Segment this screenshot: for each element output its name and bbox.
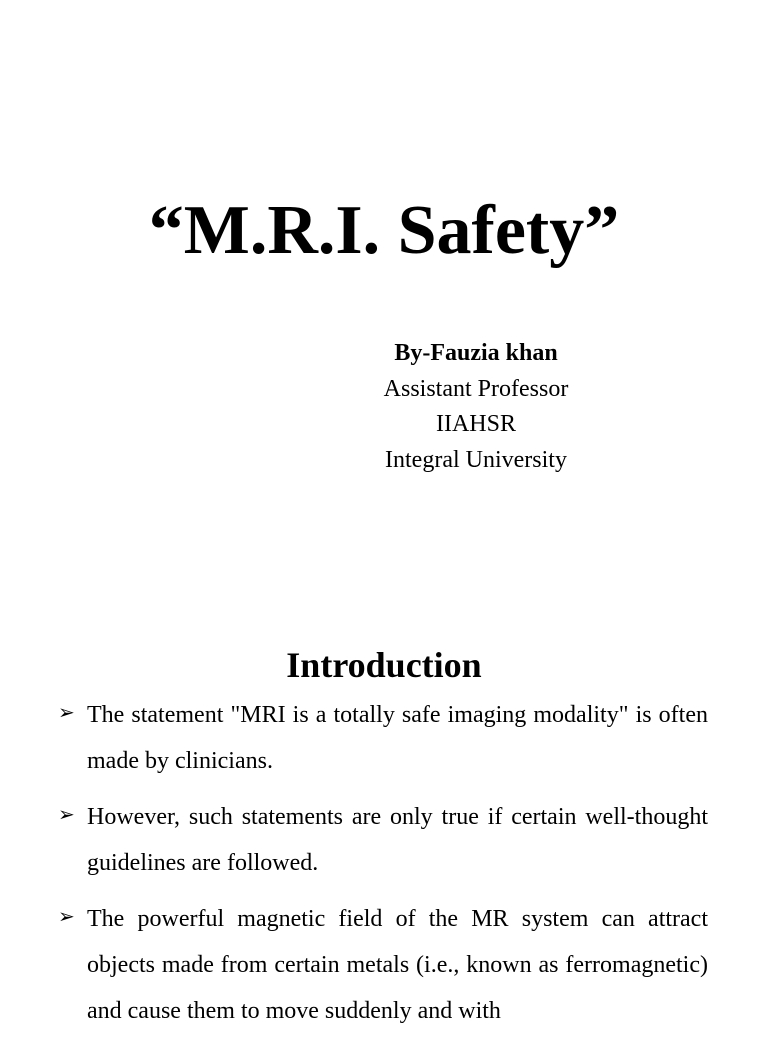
bullet-text: However, such statements are only true if certain well-thought guidelines are followed.: [87, 804, 708, 876]
bullet-text: The statement "MRI is a totally safe imaging modality" is often made by clinicians.: [87, 702, 708, 774]
author-name: By-Fauzia khan: [394, 340, 558, 366]
arrow-bullet-icon: ➢: [58, 904, 75, 928]
list-item: [0, 896, 768, 1034]
list-item: [0, 794, 768, 886]
author-position: Assistant Professor: [383, 375, 569, 402]
arrow-bullet-icon: ➢: [58, 700, 75, 724]
list-item: [0, 692, 768, 784]
bullet-text: The powerful magnetic field of the MR system can attract objects made from certain metals (i.e., known as ferromagnetic) and cause them to move suddenly and with: [87, 906, 708, 1024]
author-institution: Integral University: [385, 446, 567, 473]
bullet-list: [0, 692, 768, 1044]
author-department: IIAHSR: [435, 411, 516, 437]
author-block: [326, 336, 626, 478]
section-heading: Introduction: [286, 645, 482, 685]
arrow-bullet-icon: ➢: [58, 802, 75, 826]
document-title: “M.R.I. Safety”: [148, 192, 620, 269]
